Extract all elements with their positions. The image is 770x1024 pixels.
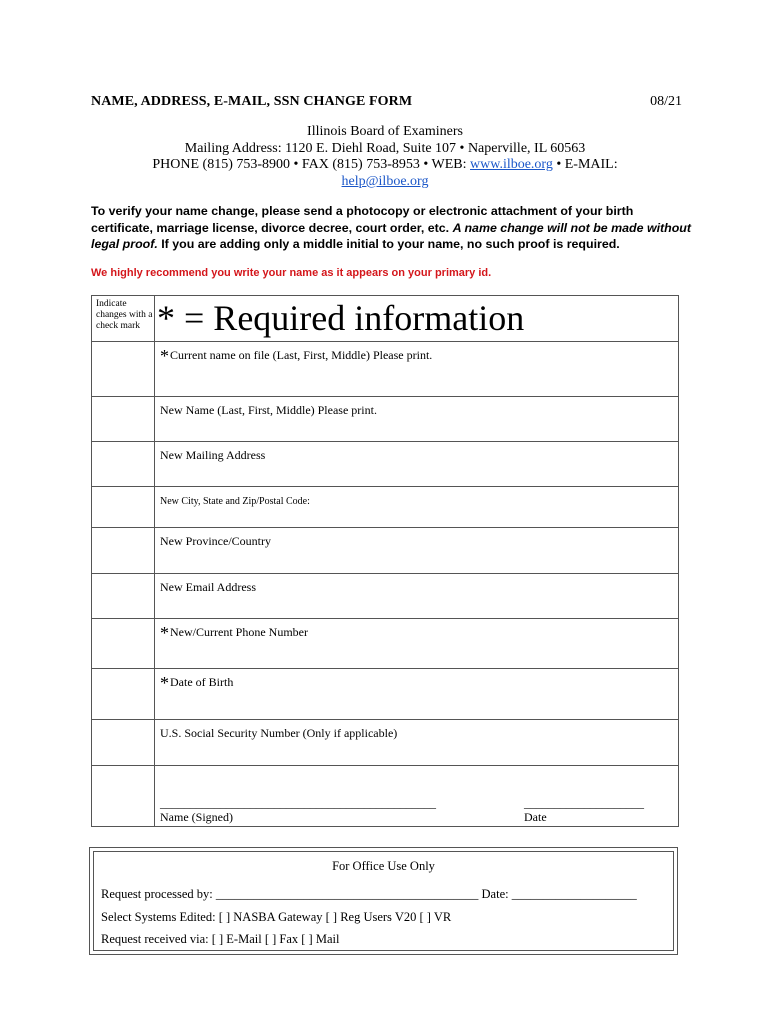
office-use-title: For Office Use Only <box>332 859 435 873</box>
phone-field[interactable] <box>155 619 679 669</box>
request-received-line: Request received via: [ ] E-Mail [ ] Fax [ ] Mail <box>101 932 340 946</box>
new-email-label: New Email Address <box>160 580 256 594</box>
phone-label: New/Current Phone Number <box>170 625 308 639</box>
name-signed-label: Name (Signed) <box>160 810 233 824</box>
required-star: * <box>160 673 169 693</box>
request-processed-line: Request processed by: __________________________________________ Date: ____________________ <box>101 887 637 901</box>
ssn-label: U.S. Social Security Number (Only if applicable) <box>160 726 398 740</box>
new-email-field[interactable] <box>155 574 679 619</box>
dob-field[interactable] <box>155 669 679 720</box>
table-row <box>92 342 679 397</box>
office-use-box <box>89 847 678 955</box>
required-star: * <box>160 346 169 366</box>
email-link[interactable]: help@ilboe.org <box>341 174 429 189</box>
dob-label: Date of Birth <box>170 675 234 689</box>
new-province-label: New Province/Country <box>160 534 271 548</box>
required-info-heading: * = Required information <box>157 298 525 338</box>
indicate-label: Indicate changes with a check mark <box>96 299 153 331</box>
check-cell-province[interactable] <box>92 528 155 574</box>
intro-text-2: If you are adding only a middle initial to your name, no such proof is required. <box>157 237 620 251</box>
check-cell-city[interactable] <box>92 487 155 528</box>
org-name: Illinois Board of Examiners <box>307 124 463 139</box>
form-revision-date: 08/21 <box>650 94 682 109</box>
new-name-label: New Name (Last, First, Middle) Please print. <box>160 403 377 417</box>
required-star: * <box>160 623 169 643</box>
systems-edited-line: Select Systems Edited: [ ] NASBA Gateway [ ] Reg Users V20 [ ] VR <box>101 910 452 924</box>
check-cell-new-name[interactable] <box>92 397 155 442</box>
contact-line <box>0 157 770 173</box>
change-form-table <box>91 295 679 827</box>
form-title: NAME, ADDRESS, E-MAIL, SSN CHANGE FORM <box>91 94 413 109</box>
check-cell-mailing[interactable] <box>92 442 155 487</box>
intro-paragraph <box>91 203 691 253</box>
email-line <box>0 174 770 190</box>
new-name-field[interactable] <box>155 397 679 442</box>
table-row <box>92 720 679 766</box>
table-row <box>92 487 679 528</box>
table-row <box>92 574 679 619</box>
signature-row <box>92 766 679 827</box>
check-cell-email[interactable] <box>92 574 155 619</box>
check-cell-dob[interactable] <box>92 669 155 720</box>
ssn-field[interactable] <box>155 720 679 766</box>
table-row <box>92 619 679 669</box>
signature-cell[interactable] <box>155 766 679 827</box>
check-cell-ssn[interactable] <box>92 720 155 766</box>
signature-line[interactable]: ______________________________________________ <box>160 796 436 810</box>
current-name-label: Current name on file (Last, First, Middle) Please print. <box>170 348 433 362</box>
new-city-field[interactable] <box>155 487 679 528</box>
new-city-label: New City, State and Zip/Postal Code: <box>160 496 310 507</box>
phone-fax-text: PHONE (815) 753-8900 • FAX (815) 753-8953 • WEB: <box>152 157 471 172</box>
new-province-field[interactable] <box>155 528 679 574</box>
new-mailing-label: New Mailing Address <box>160 448 266 462</box>
check-cell-current-name[interactable] <box>92 342 155 397</box>
table-header-row <box>92 296 679 342</box>
new-mailing-field[interactable] <box>155 442 679 487</box>
table-row <box>92 397 679 442</box>
current-name-field[interactable] <box>155 342 679 397</box>
recommend-note: We highly recommend you write your name as it appears on your primary id. <box>91 267 492 279</box>
required-header-cell <box>155 296 679 342</box>
indicate-cell <box>92 296 155 342</box>
table-row <box>92 442 679 487</box>
intro-text-1: To verify your name change, please send a photocopy or electronic attachment of your birth certificate, marriage license, divorce decree, court order, etc. <box>91 204 634 235</box>
mailing-address: Mailing Address: 1120 E. Diehl Road, Suite 107 • Naperville, IL 60563 <box>184 141 586 156</box>
date-line[interactable]: ____________________ <box>524 796 644 810</box>
check-cell-signature <box>92 766 155 827</box>
check-cell-phone[interactable] <box>92 619 155 669</box>
date-label: Date <box>524 810 547 824</box>
web-link[interactable]: www.ilboe.org <box>470 157 553 172</box>
intro-italic: A name change will not be made without legal proof. <box>91 220 691 251</box>
table-row <box>92 669 679 720</box>
table-row <box>92 528 679 574</box>
office-use-inner-border <box>93 851 674 951</box>
email-label: • E-MAIL: <box>552 157 618 172</box>
